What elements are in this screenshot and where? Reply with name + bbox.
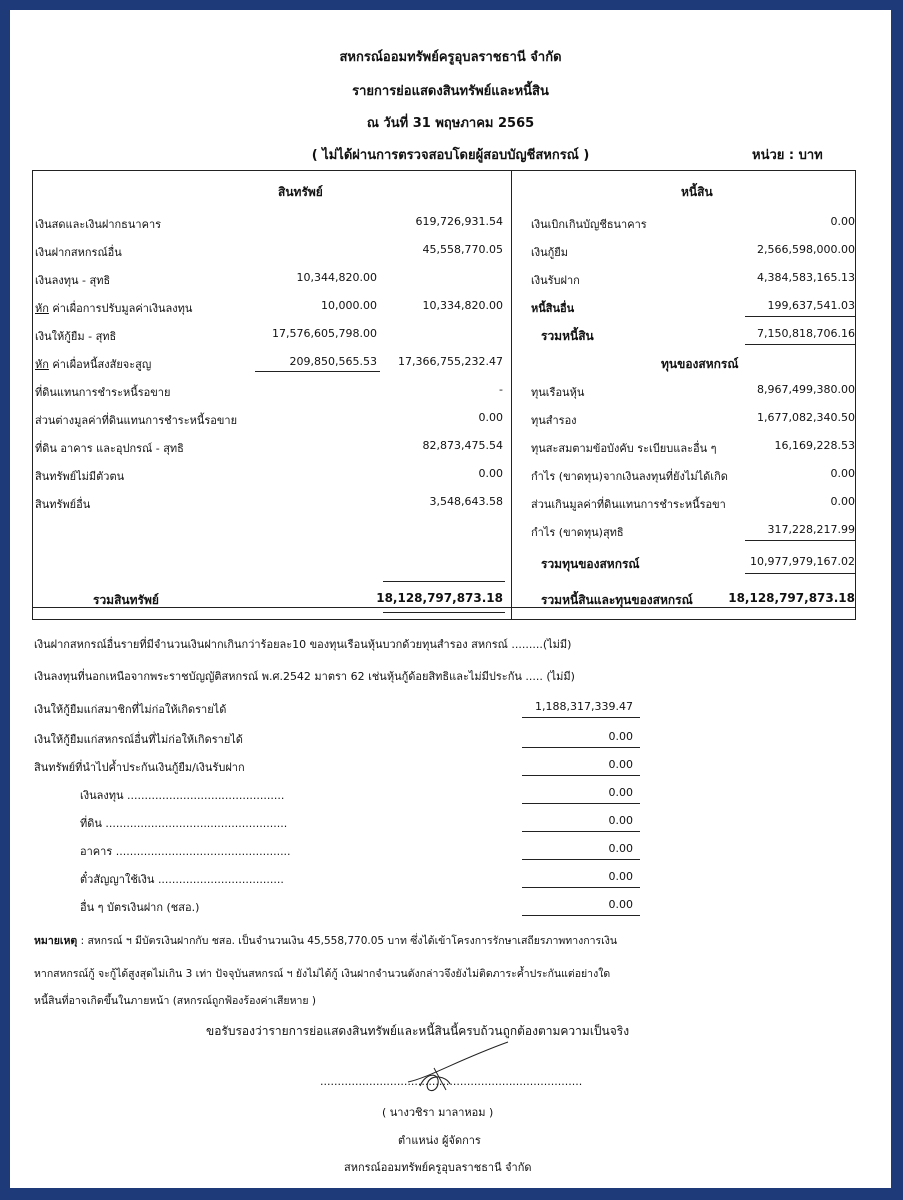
liability-label: เงินรับฝาก: [531, 274, 580, 287]
balance-table: [32, 170, 856, 620]
note-item-label: ตั๋วสัญญาใช้เงิน ....................................: [80, 873, 284, 886]
signer-name: ( นางวชิรา มาลาหอม ): [382, 1106, 494, 1119]
total-assets-value: 18,128,797,873.18: [376, 591, 503, 605]
audit-note: ( ไม่ได้ผ่านการตรวจสอบโดยผู้สอบบัญชีสหกรณ์ ): [311, 148, 590, 163]
asset-label: เงินฝากสหกรณ์อื่น: [35, 246, 122, 259]
subtotal-rule: [255, 371, 380, 372]
unit-label: หน่วย : บาท: [752, 148, 823, 163]
liability-value: 4,384,583,165.13: [757, 271, 855, 284]
grand-total-value: 18,128,797,873.18: [728, 591, 855, 605]
note-item-rule: [522, 747, 640, 748]
note-item-label: เงินให้กู้ยืมแก่สหกรณ์อื่นที่ไม่ก่อให้เกิดรายได้: [34, 733, 243, 746]
asset-label: ที่ดิน อาคาร และอุปกรณ์ - สุทธิ: [35, 442, 184, 455]
equity-total-rule: [745, 573, 855, 574]
note-item-rule: [522, 831, 640, 832]
report-date: ณ วันที่ 31 พฤษภาคม 2565: [366, 116, 535, 131]
equity-value: 0.00: [830, 467, 855, 480]
equity-value: 317,228,217.99: [767, 523, 855, 536]
note-item-label: อาคาร ..................................................: [80, 845, 291, 858]
signer-position: ตำแหน่ง ผู้จัดการ: [398, 1134, 481, 1147]
asset-subvalue: 10,344,820.00: [296, 271, 377, 284]
asset-value: 0.00: [478, 467, 503, 480]
equity-label: กำไร (ขาดทุน)จากเงินลงทุนที่ยังไม่ได้เกิด: [531, 470, 728, 483]
note-line-2: เงินลงทุนที่นอกเหนือจากพระราชบัญญัติสหกรณ์ พ.ศ.2542 มาตรา 62 เช่นหุ้นกู้ด้อยสิทธิและไม่มีประกัน ..... (ไม่มี): [34, 670, 575, 683]
total-liabilities-value: 7,150,818,706.16: [757, 327, 855, 340]
asset-subvalue: 10,000.00: [321, 299, 377, 312]
equity-value: 0.00: [830, 495, 855, 508]
asset-label: ส่วนต่างมูลค่าที่ดินแทนการชำระหนี้รอขาย: [35, 414, 238, 427]
liability-label: เงินเบิกเกินบัญชีธนาคาร: [531, 218, 647, 231]
assets-heading: สินทรัพย์: [278, 185, 323, 199]
asset-label: ที่ดินแทนการชำระหนี้รอขาย: [35, 386, 171, 399]
note-item-label: อื่น ๆ บัตรเงินฝาก (ชสอ.): [80, 901, 200, 914]
report-title: รายการย่อแสดงสินทรัพย์และหนี้สิน: [352, 84, 549, 99]
asset-label: เงินสดและเงินฝากธนาคาร: [35, 218, 162, 231]
note-item-rule: [522, 887, 640, 888]
note-item-rule: [522, 859, 640, 860]
note-item-value: 0.00: [608, 870, 633, 883]
note-item-value: 1,188,317,339.47: [535, 700, 633, 713]
asset-label: สินทรัพย์อื่น: [35, 498, 91, 511]
total-equity-value: 10,977,979,167.02: [750, 555, 855, 568]
note-item-rule: [522, 915, 640, 916]
liability-value: 0.00: [830, 215, 855, 228]
remark-label: หมายเหตุ: [34, 935, 78, 947]
note-item-rule: [522, 717, 640, 718]
asset-value: 3,548,643.58: [429, 495, 503, 508]
total-equity-label: รวมทุนของสหกรณ์: [541, 557, 640, 571]
note-item-label: สินทรัพย์ที่นำไปค้ำประกันเงินกู้ยืม/เงินรับฝาก: [34, 761, 245, 774]
asset-value: 619,726,931.54: [415, 215, 503, 228]
asset-value: 82,873,475.54: [422, 439, 503, 452]
note-item-value: 0.00: [608, 758, 633, 771]
note-item-rule: [522, 803, 640, 804]
asset-label: หัก ค่าเผื่อการปรับมูลค่าเงินลงทุน: [35, 302, 193, 315]
equity-heading: ทุนของสหกรณ์: [661, 357, 739, 371]
note-item-label: เงินให้กู้ยืมแก่สมาชิกที่ไม่ก่อให้เกิดรายได้: [34, 703, 227, 716]
asset-label: เงินลงทุน - สุทธิ: [35, 274, 111, 287]
asset-label: เงินให้กู้ยืม - สุทธิ: [35, 330, 117, 343]
liabilities-heading: หนี้สิน: [681, 185, 713, 199]
remark-line-2: หากสหกรณ์กู้ จะกู้ได้สูงสุดไม่เกิน 3 เท่า ปัจจุบันสหกรณ์ ฯ ยังไม่ได้กู้ เงินฝากจำนวนดังกล่าวจึงยังไม่ติดภาระค้ำประกันแต่อย่างใด: [34, 968, 611, 980]
asset-value: 0.00: [478, 411, 503, 424]
note-line-1: เงินฝากสหกรณ์อื่นรายที่มีจำนวนเงินฝากเกินกว่าร้อยละ10 ของทุนเรือนหุ้นบวกด้วยทุนสำรอง สหกรณ์ .........(ไม่มี): [34, 638, 572, 651]
document-page: [10, 10, 891, 1188]
asset-value: 10,334,820.00: [422, 299, 503, 312]
total-assets-label: รวมสินทรัพย์: [93, 593, 159, 607]
liability-label: หนี้สินอื่น: [531, 302, 575, 315]
asset-subvalue: 17,576,605,798.00: [272, 327, 377, 340]
liability-value: 199,637,541.03: [767, 299, 855, 312]
note-item-value: 0.00: [608, 898, 633, 911]
equity-subtotal-rule: [745, 540, 855, 541]
asset-value: 17,366,755,232.47: [398, 355, 503, 368]
note-item-label: เงินลงทุน .............................................: [80, 789, 285, 802]
liabilities-total-rule: [745, 344, 855, 345]
equity-label: ทุนเรือนหุ้น: [531, 386, 585, 399]
asset-value: 45,558,770.05: [422, 243, 503, 256]
note-item-value: 0.00: [608, 786, 633, 799]
equity-value: 1,677,082,340.50: [757, 411, 855, 424]
equity-label: กำไร (ขาดทุน)สุทธิ: [531, 526, 624, 539]
asset-label: สินทรัพย์ไม่มีตัวตน: [35, 470, 125, 483]
equity-label: ทุนสำรอง: [531, 414, 577, 427]
note-item-value: 0.00: [608, 814, 633, 827]
total-assets-double-rule: [383, 612, 505, 613]
remark-line-1: หมายเหตุ : สหกรณ์ ฯ มีบัตรเงินฝากกับ ชสอ. เป็นจำนวนเงิน 45,558,770.05 บาท ซึ่งได้เข้าโครงการรักษาเสถียรภาพทางการเงิน: [34, 935, 618, 947]
total-liabilities-label: รวมหนี้สิน: [541, 329, 594, 343]
liability-value: 2,566,598,000.00: [757, 243, 855, 256]
org-name: สหกรณ์ออมทรัพย์ครูอุบลราชธานี จำกัด: [339, 50, 562, 65]
equity-label: ทุนสะสมตามข้อบังคับ ระเบียบและอื่น ๆ: [531, 442, 717, 455]
note-item-value: 0.00: [608, 730, 633, 743]
total-assets-top-rule: [383, 581, 505, 582]
grand-total-label: รวมหนี้สินและทุนของสหกรณ์: [541, 593, 693, 607]
signature-line: ...........................................................................: [320, 1075, 583, 1088]
signer-org: สหกรณ์ออมทรัพย์ครูอุบลราชธานี จำกัด: [344, 1161, 532, 1174]
asset-subvalue: 209,850,565.53: [289, 355, 377, 368]
less-prefix: หัก: [35, 302, 49, 315]
note-item-rule: [522, 775, 640, 776]
less-prefix: หัก: [35, 358, 49, 371]
liabilities-subtotal-rule: [745, 316, 855, 317]
asset-value: -: [499, 383, 503, 396]
equity-value: 8,967,499,380.00: [757, 383, 855, 396]
remark-line-3: หนี้สินที่อาจเกิดขึ้นในภายหน้า (สหกรณ์ถูกฟ้องร้องค่าเสียหาย ): [34, 995, 316, 1007]
note-item-value: 0.00: [608, 842, 633, 855]
liability-label: เงินกู้ยืม: [531, 246, 569, 259]
column-divider: [511, 171, 512, 619]
equity-value: 16,169,228.53: [774, 439, 855, 452]
asset-label: หัก ค่าเผื่อหนี้สงสัยจะสูญ: [35, 358, 152, 371]
equity-label: ส่วนเกินมูลค่าที่ดินแทนการชำระหนี้รอขา: [531, 498, 726, 511]
note-item-label: ที่ดิน ....................................................: [80, 817, 288, 830]
certification-text: ขอรับรองว่ารายการย่อแสดงสินทรัพย์และหนี้สินนี้ครบถ้วนถูกต้องตามความเป็นจริง: [206, 1024, 630, 1038]
